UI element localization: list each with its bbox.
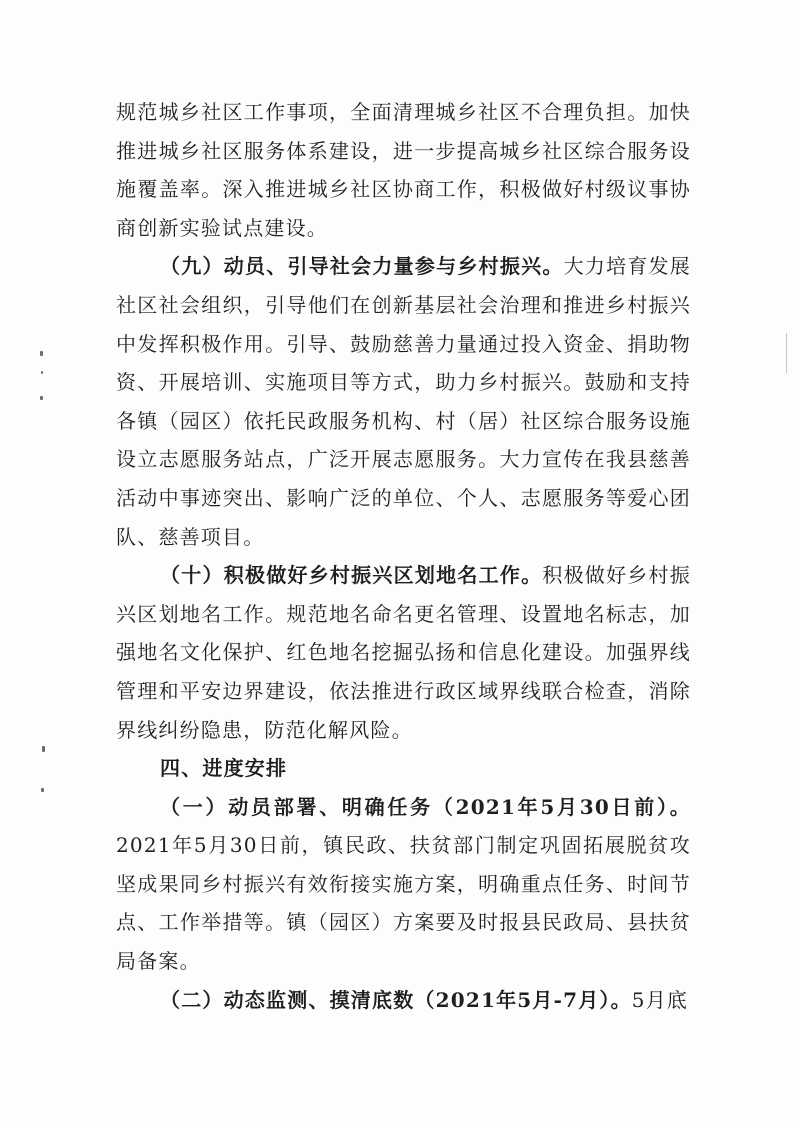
paragraph-step-2 xyxy=(116,981,691,1020)
scan-edge-line xyxy=(786,333,787,373)
paragraph-section-9 xyxy=(116,247,691,556)
document-body xyxy=(116,93,691,1019)
step-1-body: 2021年5月30日前，镇民政、扶贫部门制定巩固拓展脱贫攻坚成果同乡村振兴有效衔接实施方案，明确重点任务、时间节点、工作举措等。镇（园区）方案要及时报县民政局、县扶贫局备案。 xyxy=(116,833,691,974)
scan-speck xyxy=(40,351,43,356)
paragraph-section-10 xyxy=(116,556,691,749)
section-9-body: 大力培育发展社区社会组织，引导他们在创新基层社会治理和推进乡村振兴中发挥积极作用。引导、鼓励慈善力量通过投入资金、捐助物资、开展培训、实施项目等方式，助力乡村振兴。鼓励和支持各镇（园区）依托民政服务机构、村（居）社区综合服务设施设立志愿服务站点，广泛开展志愿服务。大力宣传在我县慈善活动中事迹突出、影响广泛的单位、个人、志愿服务等爱心团队、慈善项目。 xyxy=(116,254,691,549)
step-2-heading: （二）动态监测、摸清底数（2021年5月-7月）。 xyxy=(160,987,632,1012)
section-9-heading: （九）动员、引导社会力量参与乡村振兴。 xyxy=(160,254,564,279)
paragraph-community-services: 规范城乡社区工作事项，全面清理城乡社区不合理负担。加快推进城乡社区服务体系建设，进一步提高城乡社区综合服务设施覆盖率。深入推进城乡社区协商工作，积极做好村级议事协商创新实验试点建设。 xyxy=(116,100,691,240)
step-2-body: 5月底 xyxy=(631,987,689,1012)
part-4-heading: 四、进度安排 xyxy=(160,756,288,781)
scan-speck xyxy=(41,788,44,792)
section-10-body: 积极做好乡村振兴区划地名工作。规范地名命名更名管理、设置地名标志，加强地名文化保护、红色地名挖掘弘扬和信息化建设。加强界线管理和平安边界建设，依法推进行政区域界线联合检查，消除界线纠纷隐患，防范化解风险。 xyxy=(116,563,691,742)
scan-speck xyxy=(41,371,43,374)
scan-speck xyxy=(42,746,45,752)
scan-speck xyxy=(40,396,43,400)
step-1-heading: （一）动员部署、明确任务（2021年5月30日前）。 xyxy=(160,794,691,819)
paragraph-step-1 xyxy=(116,788,691,981)
section-10-heading: （十）积极做好乡村振兴区划地名工作。 xyxy=(160,563,543,588)
